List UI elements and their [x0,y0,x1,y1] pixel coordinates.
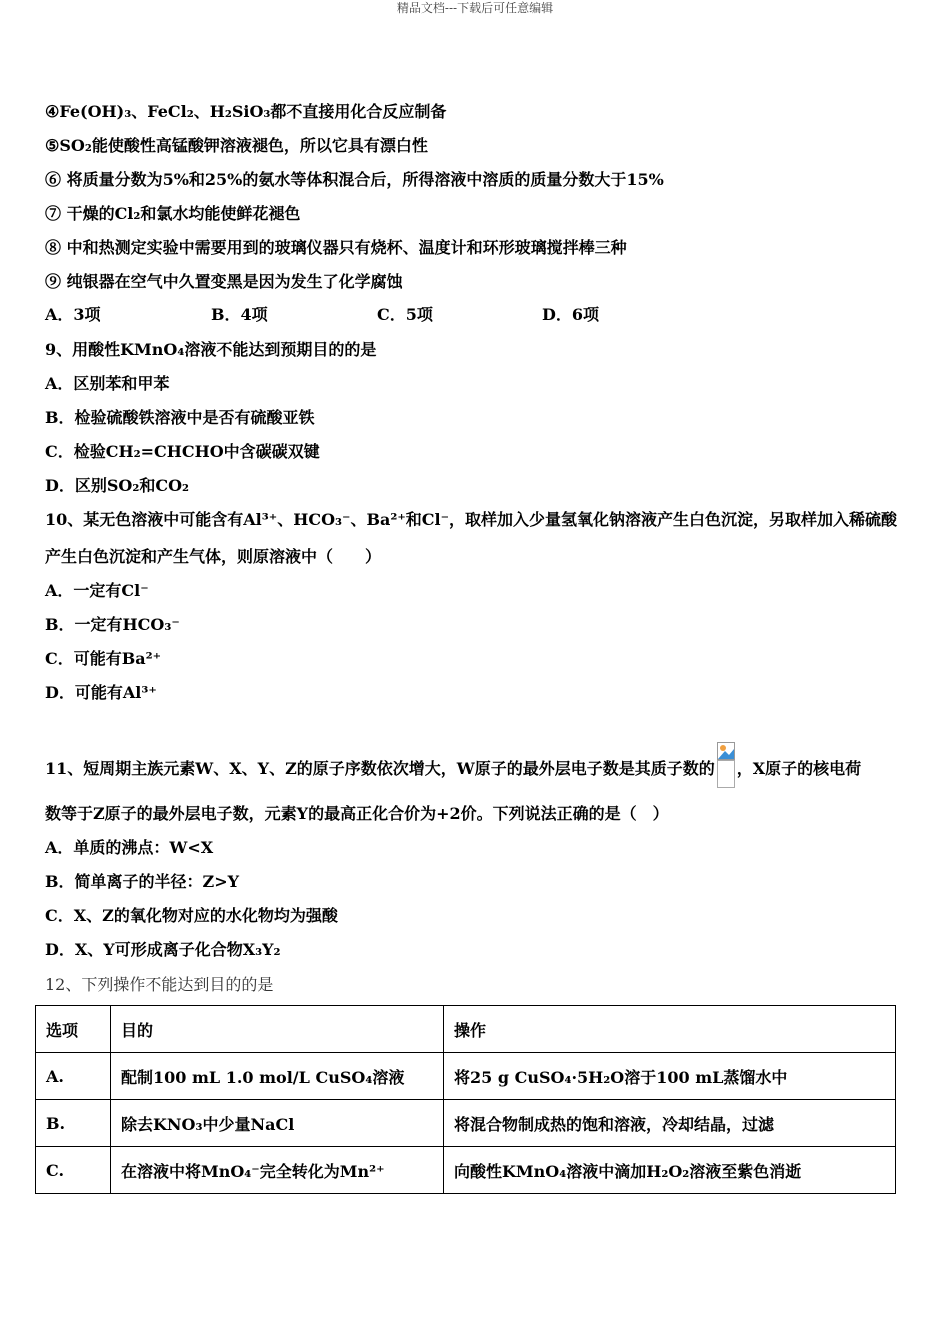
q9-option-b: B．检验硫酸铁溶液中是否有硫酸亚铁 [45,408,315,427]
q8-option-d: D．6项 [542,305,600,324]
table-row [36,1147,896,1194]
q8-option-b: B．4项 [211,305,268,324]
header-cell: 选项 [36,1006,111,1053]
q9-stem: 9、用酸性KMnO₄溶液不能达到预期目的的是 [45,340,377,359]
page-header: 精品文档---下载后可任意编辑 [396,1,554,15]
q9-option-a: A．区别苯和甲苯 [45,374,170,393]
q8-option-c: C．5项 [377,305,433,324]
header-cell: 操作 [444,1006,896,1053]
table-cell: 除去KNO₃中少量NaCl [111,1100,444,1147]
header-cell: 目的 [111,1006,444,1053]
q11-stem-line1 [45,742,861,782]
q8-option-a: A．3项 [45,305,101,324]
q11-option-a: A．单质的沸点：W<X [45,838,214,857]
q11-option-b: B．简单离子的半径：Z>Y [45,872,240,891]
broken-image-icon [717,742,735,782]
statement-6: ⑥ 将质量分数为5%和25%的氨水等体积混合后，所得溶液中溶质的质量分数大于15% [45,170,664,189]
q11-option-d: D．X、Y可形成离子化合物X₃Y₂ [45,940,281,959]
table-header-row [36,1006,896,1053]
q10-option-d: D．可能有Al³⁺ [45,683,157,702]
table-cell: A. [36,1053,111,1100]
table-row [36,1053,896,1100]
statement-8: ⑧ 中和热测定实验中需要用到的玻璃仪器只有烧杯、温度计和环形玻璃搅拌棒三种 [45,238,627,257]
q11-stem-part1: 11、短周期主族元素W、X、Y、Z的原子序数依次增大，W原子的最外层电子数是其质子数的 [45,759,715,778]
table-cell: C. [36,1147,111,1194]
q9-option-c: C．检验CH₂=CHCHO中含碳碳双键 [45,442,320,461]
q10-stem-line2: 产生白色沉淀和产生气体，则原溶液中（ ） [45,547,382,566]
table-cell: 将混合物制成热的饱和溶液，冷却结晶，过滤 [444,1100,896,1147]
q10-option-a: A．一定有Cl⁻ [45,581,149,600]
table-cell: 在溶液中将MnO₄⁻完全转化为Mn²⁺ [111,1147,444,1194]
q10-stem-line1: 10、某无色溶液中可能含有Al³⁺、HCO₃⁻、Ba²⁺和Cl⁻，取样加入少量氢氧化钠溶液产生白色沉淀，另取样加入稀硫酸 [45,510,898,529]
table-cell: B. [36,1100,111,1147]
statement-4: ④Fe(OH)₃、FeCl₂、H₂SiO₃都不直接用化合反应制备 [45,102,447,121]
q12-stem: 12、下列操作不能达到目的的是 [45,975,274,994]
q11-stem-part2: ，X原子的核电荷 [736,759,862,778]
q9-option-d: D．区别SO₂和CO₂ [45,476,190,495]
table-cell: 将25 g CuSO₄·5H₂O溶于100 mL蒸馏水中 [444,1053,896,1100]
table-cell: 向酸性KMnO₄溶液中滴加H₂O₂溶液至紫色消逝 [444,1147,896,1194]
q11-option-c: C．X、Z的氧化物对应的水化物均为强酸 [45,906,338,925]
table-cell: 配制100 mL 1.0 mol/L CuSO₄溶液 [111,1053,444,1100]
statement-9: ⑨ 纯银器在空气中久置变黑是因为发生了化学腐蚀 [45,272,403,291]
q10-option-c: C．可能有Ba²⁺ [45,649,162,668]
q12-table [35,1005,896,1194]
q10-option-b: B．一定有HCO₃⁻ [45,615,180,634]
statement-7: ⑦ 干燥的Cl₂和氯水均能使鲜花褪色 [45,204,301,223]
statement-5: ⑤SO₂能使酸性高锰酸钾溶液褪色，所以它具有漂白性 [45,136,428,155]
q11-stem-line2: 数等于Z原子的最外层电子数，元素Y的最高正化合价为+2价。下列说法正确的是（ ） [45,804,669,823]
table-row [36,1100,896,1147]
